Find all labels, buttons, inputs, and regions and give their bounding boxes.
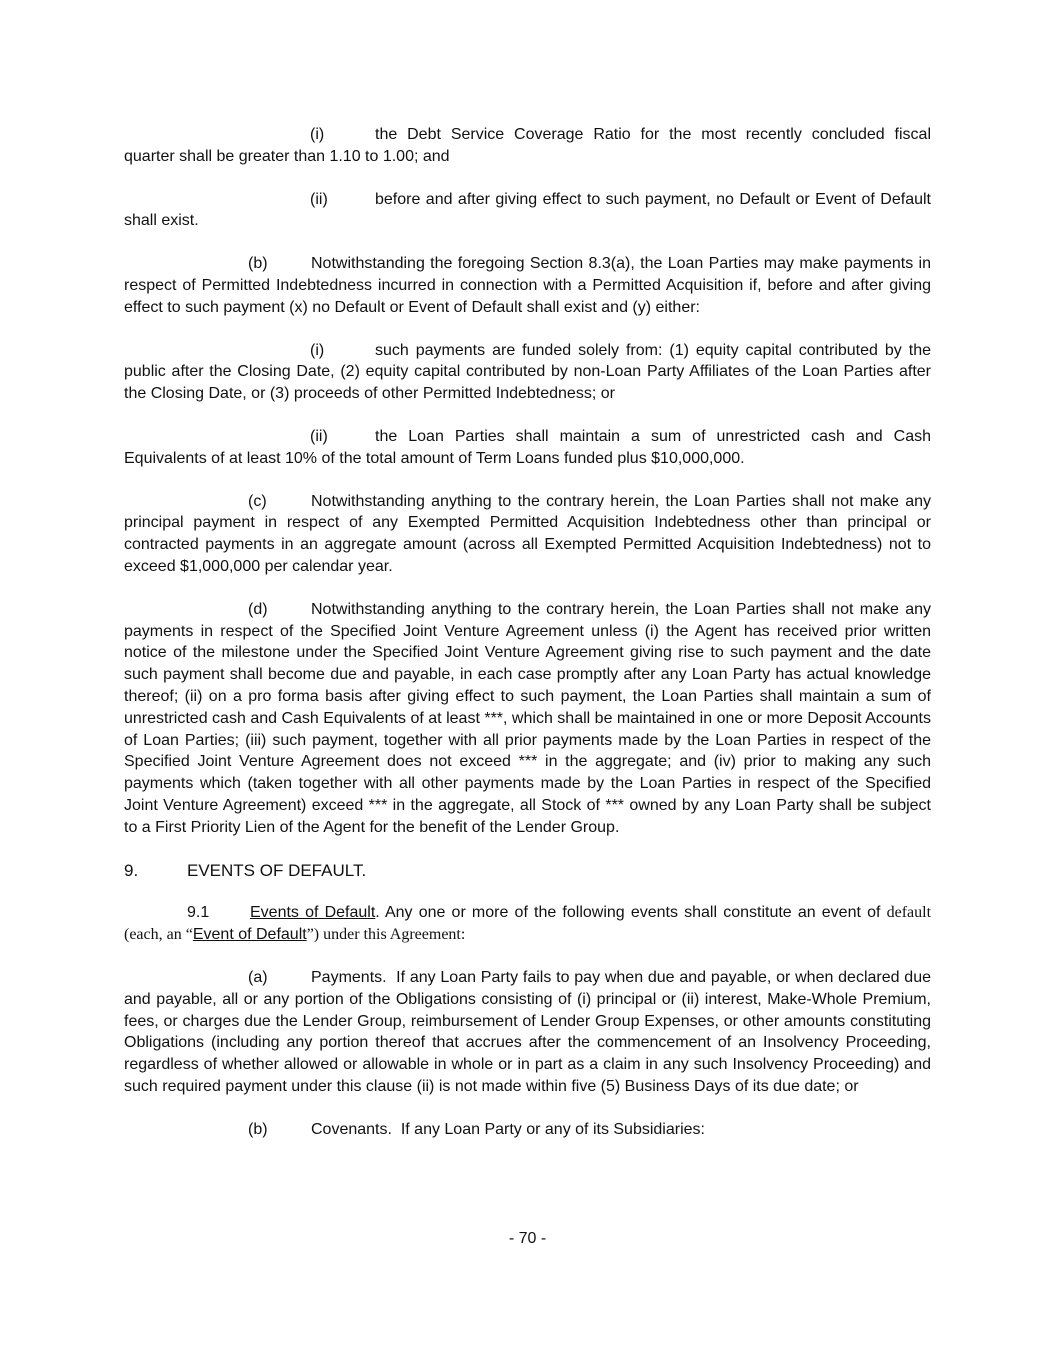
clause-ii-no-default [124,189,931,233]
section-heading [124,860,931,882]
clause-text: If any Loan Party or any of its Subsidiaries: [400,1120,705,1138]
clause-i-debt-service [124,124,931,168]
clause-label: (ii) [310,190,328,208]
clause-label: (i) [310,126,325,143]
clause-label: (b) [248,1120,268,1138]
clause-text: the Loan Parties shall maintain a sum of unrestricted cash and Cash Equivalents of at least 10% of the total amount of Term Loans funded plus $10,000,000. [124,427,931,467]
clause-label: (b) [248,255,268,273]
subsection-heading: Events of Default [250,904,376,922]
clause-heading: Payments. [311,968,387,986]
clause-label: (ii) [310,427,328,445]
clause-d-joint-venture [124,599,931,839]
clause-i-funded-solely [124,340,931,405]
clause-label: (c) [248,492,267,510]
clause-text: Notwithstanding anything to the contrary herein, the Loan Parties shall not make any payments in respect of the Specified Joint Venture Agreement unless (i) the Agent has received prior written notice of the milestone under the Specified Joint Venture Agreement giving rise to such payment and the date such payment shall become due and payable, in each case promptly after any Loan Party has actual knowledge thereof; (ii) on a pro forma basis after giving effect to such payment, the Loan Parties shall maintain a sum of unrestricted cash and Cash Equivalents of at least ***, which shall be maintained in one or more Deposit Accounts of Loan Parties; (iii) such payment, together with all prior payments made by the Loan Parties in respect of the Specified Joint Venture Agreement does not exceed *** in the aggregate; and (iv) prior to making any such payments which (taken together with all other payments made by the Loan Parties in respect of the Specified Joint Venture Agreement) exceed *** in the aggregate, all Stock of *** owned by any Loan Party shall be subject to a First Priority Lien of the Agent for the benefit of the Lender Group. [124,600,931,836]
clause-text: such payments are funded solely from: (1) equity capital contributed by the public after the Closing Date, (2) equity capital contributed by non-Loan Party Affiliates of the Loan Parties after the Closing Date, or (3) proceeds of other Permitted Indebtedness; or [124,341,931,403]
clause-text: Notwithstanding anything to the contrary herein, the Loan Parties shall not make any principal payment in respect of any Exempted Permitted Acquisition Indebtedness other than principal or contracted payments in an aggregate amount (across all Exempted Permitted Acquisition Indebtedness) not to exceed $1,000,000 per calendar year. [124,492,931,575]
section-title: EVENTS OF DEFAULT. [187,860,367,880]
clause-text: the Debt Service Coverage Ratio for the most recently concluded fiscal quarter shall be greater than 1.10 to 1.00; and [124,126,931,165]
clause-text: If any Loan Party fails to pay when due and payable, or when declared due and payable, all or any portion of the Obligations consisting of (i) principal or (ii) interest, Make-Whole Premium, fees, or charges due the Lender Group, reimbursement of Lender Group Expenses, or other amounts constituting Obligations (including any portion thereof that accrues after the commencement of an Insolvency Proceeding, regardless of whether allowed or allowable in whole or in part as a claim in any such Insolvency Proceeding) and such required payment under this clause (ii) is not made within five (5) Business Days of its due date; or [124,968,931,1095]
page-number: - 70 - [508,1230,547,1247]
section-number: 9. [124,860,139,880]
document-page [124,124,931,1140]
clause-b-permitted-acquisition [124,253,931,318]
clause-ii-cash-maintenance [124,426,931,470]
clause-label: (a) [248,968,268,986]
subsection-text-serif-end: ”) under this Agreement: [306,926,466,944]
clause-text: Notwithstanding the foregoing Section 8.3(a), the Loan Parties may make payments in respect of Permitted Indebtedness incurred in connection with a Permitted Acquisition if, before and after giving effect to such payment (x) no Default or Event of Default shall exist and (y) either: [124,255,931,316]
clause-heading: Covenants. [311,1120,392,1138]
subsection-text-serif: default (each, an “ [124,904,932,944]
clause-c-principal-payment [124,491,931,578]
defined-term: Event of Default [192,926,307,944]
clause-b-covenants [124,1119,931,1141]
section-9-1 [124,902,931,946]
subsection-text: . Any one or more of the following events shall constitute an event of [375,904,881,922]
subsection-number: 9.1 [187,904,210,922]
clause-text: before and after giving effect to such payment, no Default or Event of Default shall exist. [124,190,931,230]
clause-label: (i) [310,341,325,359]
clause-label: (d) [248,600,268,618]
clause-a-payments [124,967,931,1098]
